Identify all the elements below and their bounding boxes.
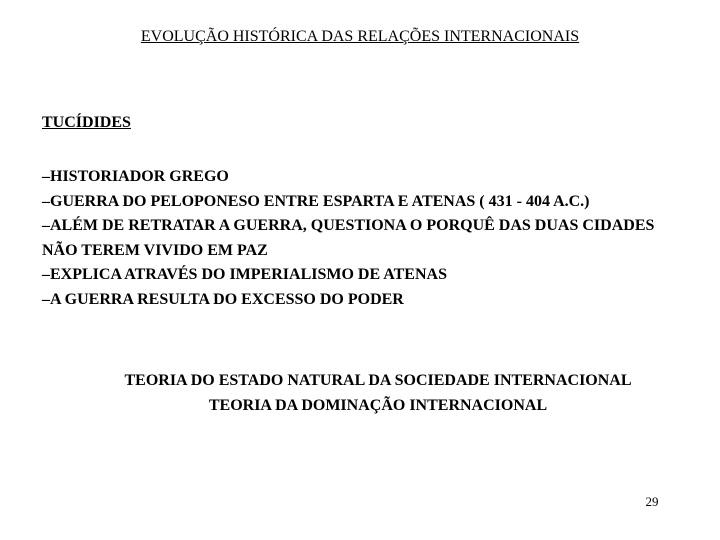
theory-line: TEORIA DA DOMINAÇÃO INTERNACIONAL bbox=[208, 397, 548, 414]
bullet-item: –EXPLICA ATRAVÉS DO IMPERIALISMO DE ATENAS bbox=[42, 266, 447, 283]
page-number: 29 bbox=[645, 494, 659, 509]
bullet-item: –ALÉM DE RETRATAR A GUERRA, QUESTIONA O PORQUÊ DAS DUAS CIDADES NÃO TEREM VIVIDO EM PAZ bbox=[42, 217, 655, 259]
section-heading: TUCÍDIDES bbox=[42, 114, 131, 131]
bullet-item: –A GUERRA RESULTA DO EXCESSO DO PODER bbox=[42, 290, 404, 308]
theory-line: TEORIA DO ESTADO NATURAL DA SOCIEDADE INTERNACIONAL bbox=[124, 372, 632, 389]
bullet-item: –HISTORIADOR GREGO bbox=[42, 168, 229, 185]
slide-title: EVOLUÇÃO HISTÓRICA DAS RELAÇÕES INTERNACIONAIS bbox=[140, 28, 580, 45]
bullet-item: –GUERRA DO PELOPONESO ENTRE ESPARTA E ATENAS ( 431 - 404 A.C.) bbox=[42, 192, 590, 210]
bullet-list bbox=[42, 165, 682, 312]
theories-block bbox=[0, 368, 720, 418]
